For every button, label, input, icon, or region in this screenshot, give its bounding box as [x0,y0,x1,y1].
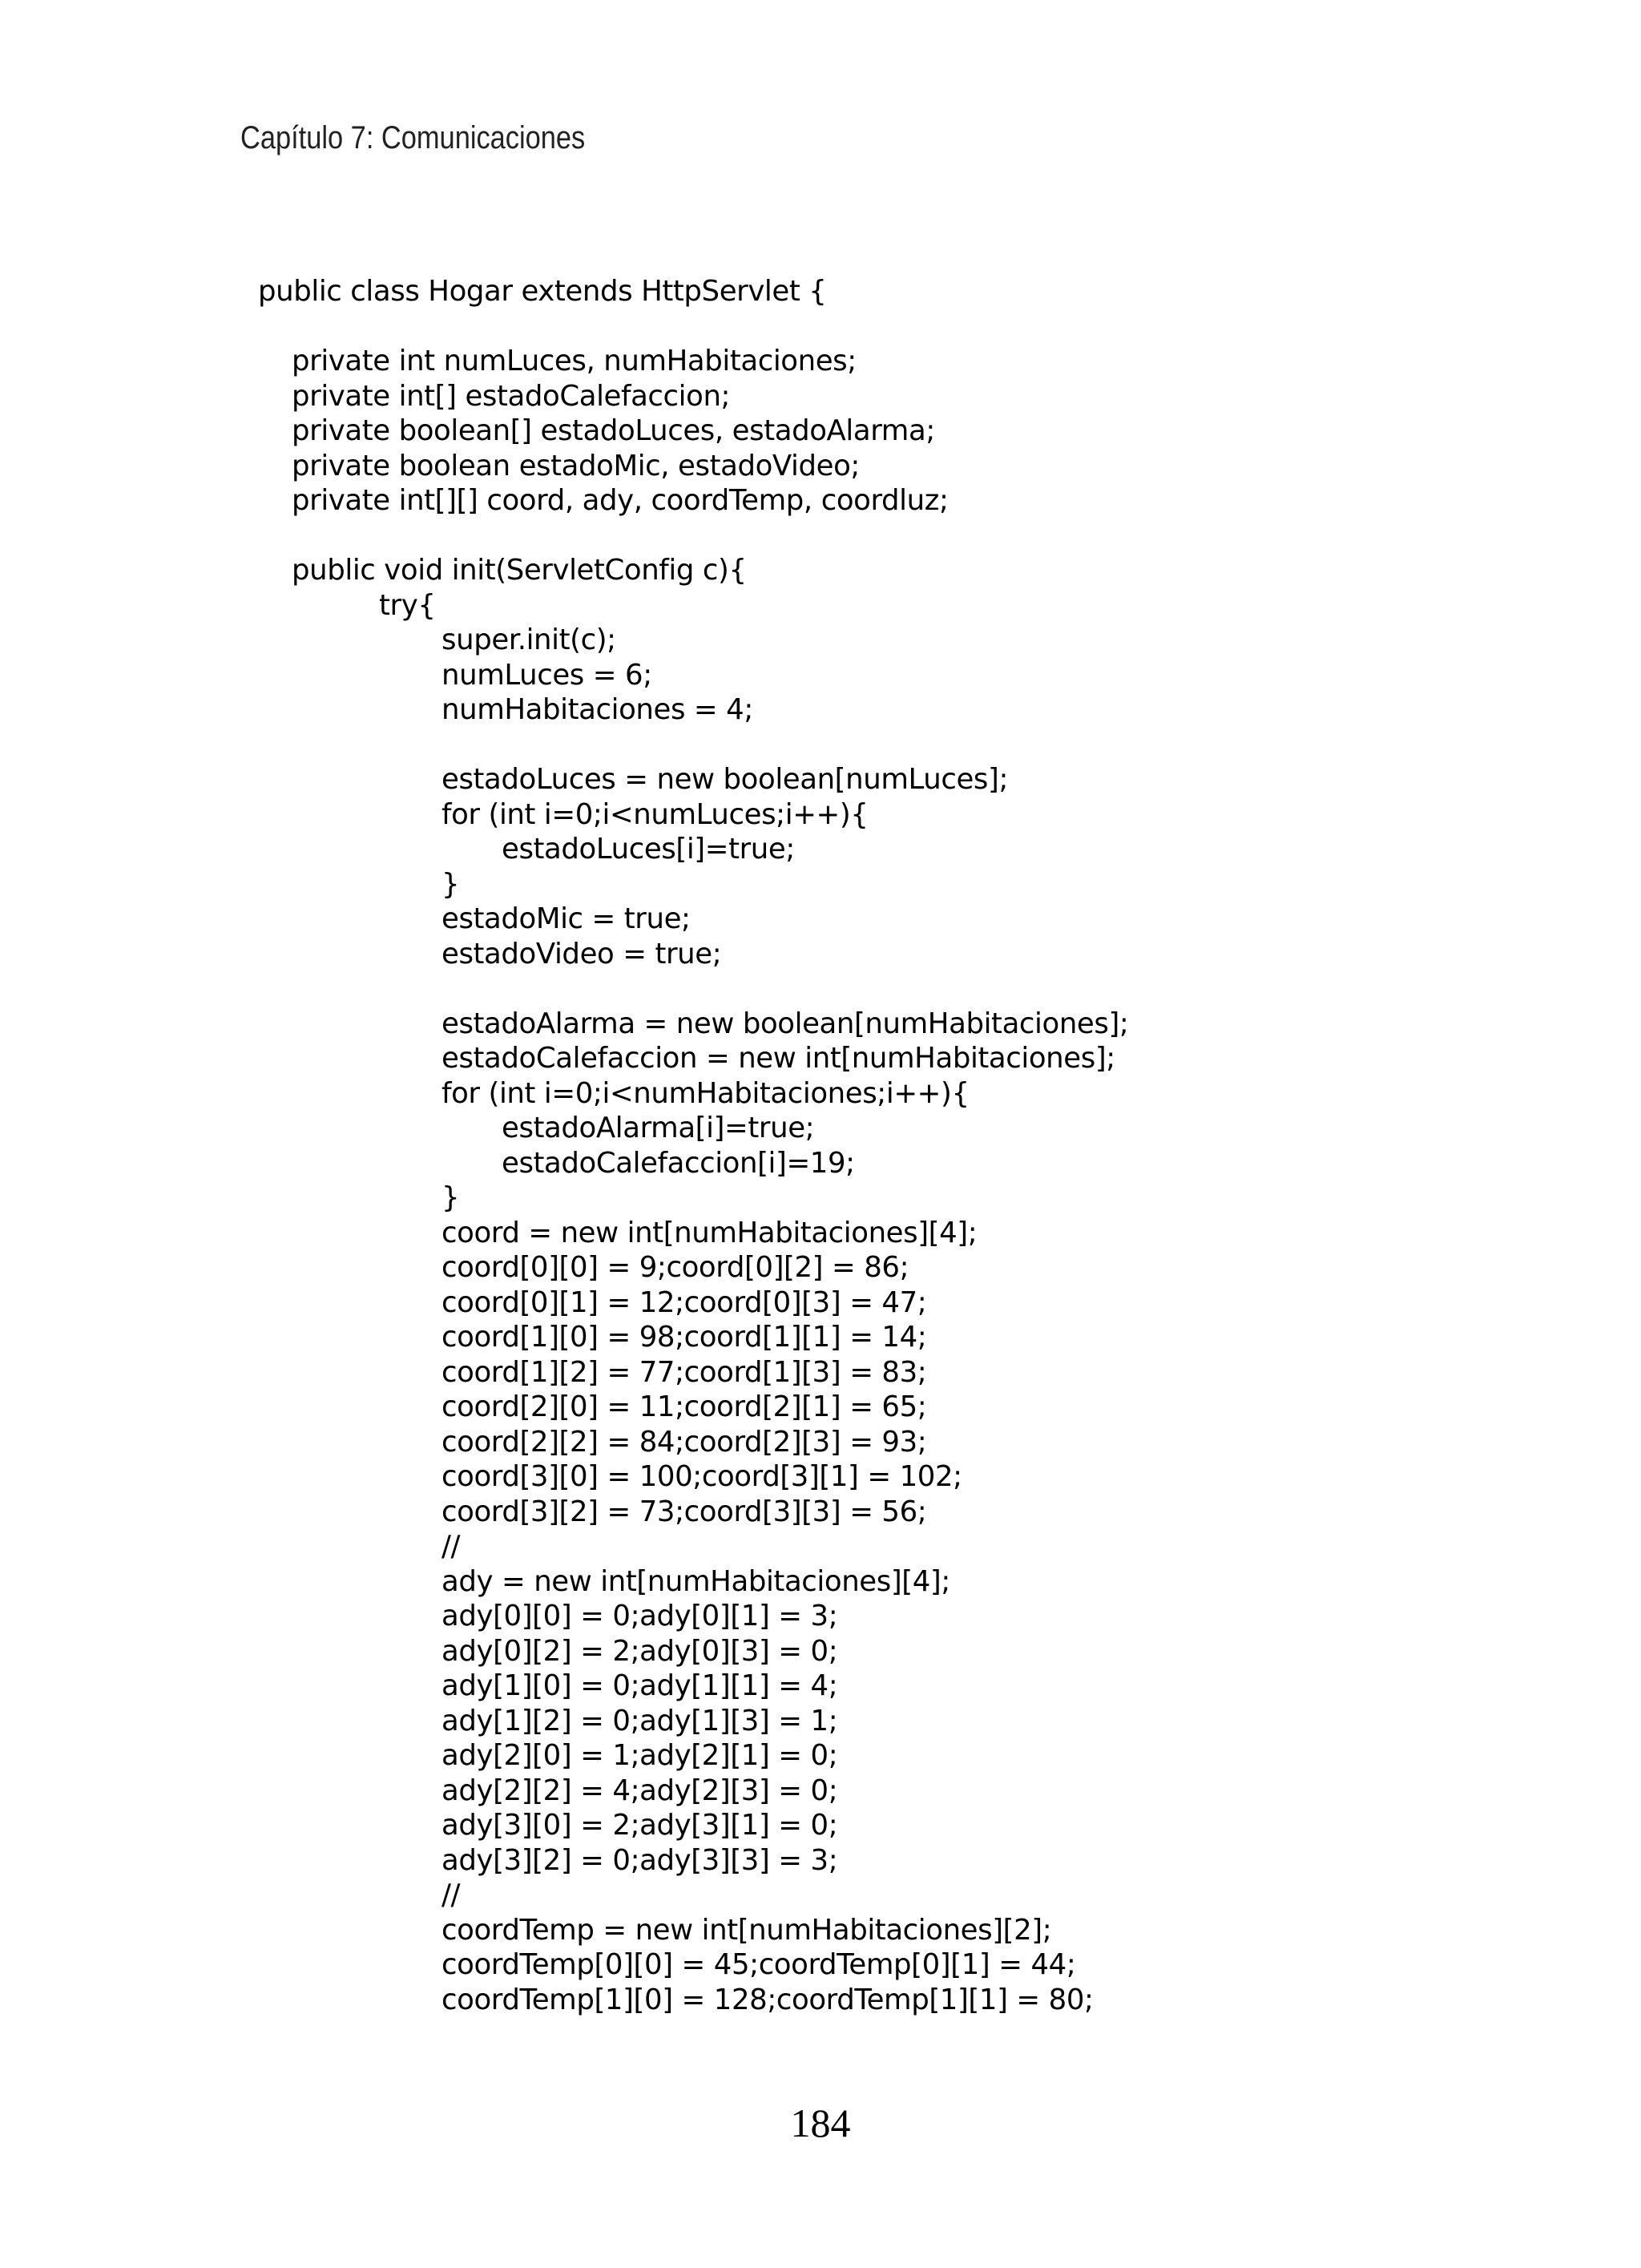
code-line [258,519,1128,554]
code-line: private int numLuces, numHabitaciones; [292,345,857,377]
code-line: estadoAlarma = new boolean[numHabitaciones]; [441,1007,1129,1040]
code-line: estadoLuces[i]=true; [502,833,795,866]
code-line: coord[0][1] = 12;coord[0][3] = 47; [441,1285,927,1319]
code-line: // [441,1879,461,1911]
code-line: estadoCalefaccion[i]=19; [502,1146,855,1180]
code-line: coordTemp[0][0] = 45;coordTemp[0][1] = 44; [441,1948,1076,1981]
code-line: coord = new int[numHabitaciones][4]; [441,1216,978,1249]
code-line: ady[2][0] = 1;ady[2][1] = 0; [441,1739,838,1772]
code-line: coord[3][0] = 100;coord[3][1] = 102; [441,1460,962,1493]
chapter-running-header: Capítulo 7: Comunicaciones [240,120,586,155]
code-line: ady[0][2] = 2;ady[0][3] = 0; [441,1634,838,1668]
code-listing [258,274,1128,2017]
code-line: public void init(ServletConfig c){ [292,554,747,587]
code-line: ady[3][0] = 2;ady[3][1] = 0; [441,1809,838,1842]
code-line: coord[2][2] = 84;coord[2][3] = 93; [441,1425,927,1459]
code-line: try{ [379,588,436,622]
code-line: } [441,1181,460,1214]
code-line [258,728,1128,763]
code-line: ady[0][0] = 0;ady[0][1] = 3; [441,1600,838,1632]
code-line: coord[0][0] = 9;coord[0][2] = 86; [441,1251,909,1284]
page-number: 184 [790,2101,851,2145]
code-line: coord[1][2] = 77;coord[1][3] = 83; [441,1355,927,1389]
code-line: estadoCalefaccion = new int[numHabitaciones]; [441,1042,1115,1075]
code-line: coordTemp = new int[numHabitaciones][2]; [441,1913,1052,1947]
code-line: private boolean estadoMic, estadoVideo; [292,449,860,482]
code-line: estadoLuces = new boolean[numLuces]; [441,763,1009,796]
code-line: ady[3][2] = 0;ady[3][3] = 3; [441,1843,838,1877]
code-line: private int[] estadoCalefaccion; [292,379,731,413]
code-line: coord[2][0] = 11;coord[2][1] = 65; [441,1390,927,1423]
code-line: for (int i=0;i<numHabitaciones;i++){ [441,1076,970,1110]
code-line: ady[2][2] = 4;ady[2][3] = 0; [441,1774,838,1807]
code-line: } [441,867,460,901]
code-line: ady[1][2] = 0;ady[1][3] = 1; [441,1704,838,1737]
code-line: estadoMic = true; [441,902,691,935]
code-line: numHabitaciones = 4; [441,693,753,726]
code-line: // [441,1530,461,1563]
code-line: estadoVideo = true; [441,937,722,971]
code-line [258,971,1128,1007]
code-line [258,309,1128,345]
code-line: coord[1][0] = 98;coord[1][1] = 14; [441,1321,927,1354]
code-line: ady[1][0] = 0;ady[1][1] = 4; [441,1669,838,1702]
code-line: public class Hogar extends HttpServlet { [258,275,827,308]
code-line: numLuces = 6; [441,658,652,692]
code-line: estadoAlarma[i]=true; [502,1112,815,1144]
code-line: private int[][] coord, ady, coordTemp, coordluz; [292,484,949,517]
code-line: super.init(c); [441,623,616,656]
code-line: private boolean[] estadoLuces, estadoAlarma; [292,414,935,447]
code-line: coord[3][2] = 73;coord[3][3] = 56; [441,1495,927,1528]
code-line: for (int i=0;i<numLuces;i++){ [441,797,869,831]
code-line: coordTemp[1][0] = 128;coordTemp[1][1] = 80; [441,1983,1094,2016]
code-line: ady = new int[numHabitaciones][4]; [441,1564,950,1598]
